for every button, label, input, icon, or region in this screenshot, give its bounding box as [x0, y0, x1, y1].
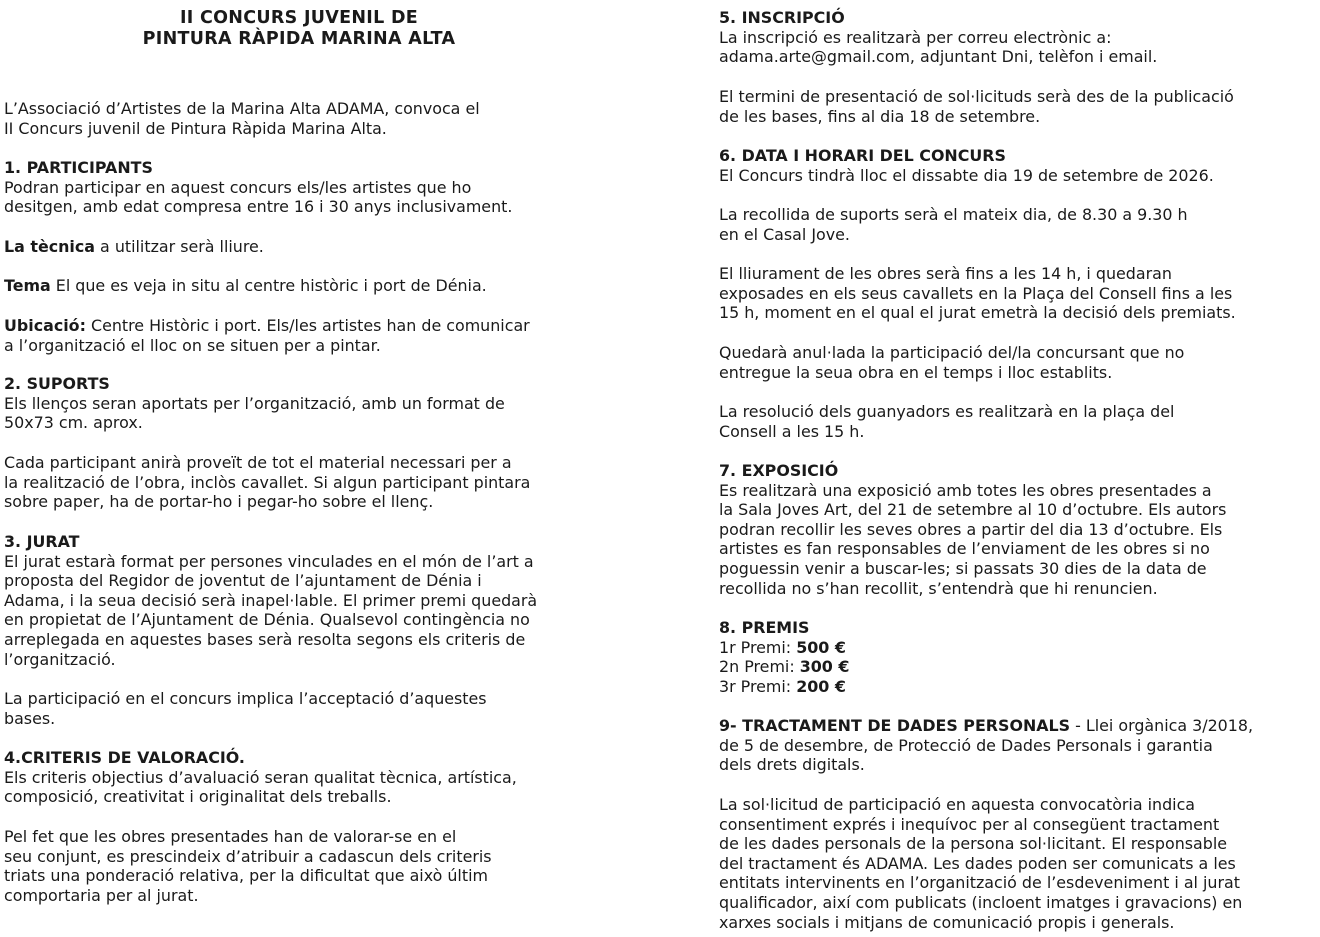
text-line: La sol·licitud de participació en aquesta convocatòria indica [719, 795, 1196, 814]
text-line: a l’organització el lloc on se situen per a pintar. [4, 335, 381, 355]
section-criteris [4, 748, 604, 807]
section-participants [4, 158, 604, 217]
section-heading: 9- TRACTAMENT DE DADES PERSONALS [719, 716, 1071, 735]
text-line: Cada participant anirà proveït de tot el material necessari per a [4, 453, 512, 472]
text-line: artistes es fan responsables de l’enviament de les obres si no [719, 539, 1210, 559]
document-title [89, 8, 509, 50]
text-line: Podran participar en aquest concurs els/les artistes que ho [4, 177, 472, 197]
prize-line [719, 677, 1319, 697]
text-line: del tractament és ADAMA. Les dades poden ser comunicats a les [719, 853, 1236, 873]
section-exposicio [719, 461, 1319, 598]
prize-amount: 500 € [796, 637, 846, 657]
ubicacio-label: Ubicació: [4, 316, 86, 335]
text-line: la realització de l’obra, inclòs cavallet. Si algun participant pintara [4, 472, 531, 492]
section-suports [4, 374, 604, 433]
text-line: poguessin venir a buscar-les; si passats 30 dies de la data de [719, 558, 1207, 578]
tecnica-label: La tècnica [4, 237, 95, 256]
section-heading: 3. JURAT [4, 532, 80, 551]
lliurament-paragraph [719, 264, 1319, 323]
text-line: Pel fet que les obres presentades han de valorar-se en el [4, 827, 457, 846]
section-premis [719, 618, 1319, 696]
text-line: El Concurs tindrà lloc el dissabte dia 19 de setembre de 2026. [719, 165, 1214, 185]
section-inscripcio [719, 8, 1319, 67]
text-line: La recollida de suports serà el mateix dia, de 8.30 a 9.30 h [719, 205, 1188, 224]
text-line: de 5 de desembre, de Protecció de Dades Personals i garantia [719, 735, 1213, 755]
criteris-paragraph [4, 827, 604, 905]
section-heading: 6. DATA I HORARI DEL CONCURS [719, 146, 1006, 165]
section-heading: 5. INSCRIPCIÓ [719, 8, 845, 27]
text-line: entregue la seua obra en el temps i lloc establits. [719, 362, 1113, 382]
prize-label: 1r Premi: [719, 637, 797, 657]
section-data-horari [719, 146, 1319, 185]
text-line: entitats intervinents en l’organització de l’esdeveniment i al jurat [719, 873, 1240, 893]
text-line: podran recollir les seves obres a partir del dia 13 d’octubre. Els [719, 519, 1223, 539]
text-run: - Llei orgànica 3/2018, [1070, 716, 1254, 735]
text-line: comportaria per al jurat. [4, 885, 199, 905]
text-line: de les dades personals de la persona sol·licitant. El responsable [719, 834, 1228, 854]
section-heading: 8. PREMIS [719, 618, 810, 637]
section-dades-personals [719, 716, 1319, 775]
text-line: triats una ponderació relativa, per la dificultat que això últim [4, 866, 488, 886]
prize-line [719, 638, 1319, 658]
intro-paragraph [4, 99, 604, 138]
text-line: Els criteris objectius d’avaluació seran qualitat tècnica, artística, [4, 767, 517, 787]
text-line: exposades en els seus cavallets en la Plaça del Consell fins a les [719, 283, 1233, 303]
text-line: sobre paper, ha de portar-ho i pegar-ho sobre el llenç. [4, 492, 434, 512]
prize-amount: 200 € [796, 676, 846, 696]
prize-label: 2n Premi: [719, 657, 800, 677]
text-line: qualificador, així com publicats (incloent imatges i gravacions) en [719, 892, 1243, 912]
text-line: 50x73 cm. aprox. [4, 413, 143, 433]
text-line: en el Casal Jove. [719, 224, 850, 244]
text-line: Adama, i la seua decisió serà inapel·lable. El primer premi quedarà [4, 590, 538, 610]
text-line: xarxes socials i mitjans de comunicació propis i generals. [719, 912, 1175, 932]
text-line: 15 h, moment en el qual el jurat emetrà la decisió dels premiats. [719, 303, 1236, 323]
text-line: proposta del Regidor de joventut de l’ajuntament de Dénia i [4, 571, 482, 591]
inscripcio-paragraph [719, 87, 1319, 126]
section-heading: 7. EXPOSICIÓ [719, 461, 839, 480]
text-line: seu conjunt, es prescindeix d’atribuir a cadascun dels criteris [4, 846, 492, 866]
resolucio-paragraph [719, 402, 1319, 441]
prize-amount: 300 € [799, 657, 850, 677]
prize-label: 3r Premi: [719, 676, 797, 696]
text-line: de les bases, fins al dia 18 de setembre. [719, 106, 1041, 126]
text-line: II Concurs juvenil de Pintura Ràpida Marina Alta. [4, 118, 387, 138]
text-line: El termini de presentació de sol·licituds serà des de la publicació [719, 87, 1234, 106]
section-heading: 4.CRITERIS DE VALORACIÓ. [4, 748, 245, 767]
text-line: L’Associació d’Artistes de la Marina Alta ADAMA, convoca el [4, 99, 480, 118]
text-line: Es realitzarà una exposició amb totes les obres presentades a [719, 480, 1212, 500]
section-jurat [4, 532, 604, 669]
text-line: adama.arte@gmail.com, adjuntant Dni, telèfon i email. [719, 47, 1158, 67]
text-line: El jurat estarà format per persones vinculades en el món de l’art a [4, 551, 534, 571]
text-run: El que es veja in situ al centre històric i port de Dénia. [50, 276, 487, 295]
text-line: Quedarà anul·lada la participació del/la concursant que no [719, 343, 1185, 362]
ubicacio-paragraph [4, 316, 604, 355]
text-line: dels drets digitals. [719, 755, 865, 775]
section-heading: 2. SUPORTS [4, 374, 110, 393]
dades-paragraph [719, 795, 1319, 932]
suports-paragraph [4, 453, 604, 512]
text-run: a utilitzar serà lliure. [95, 237, 264, 256]
text-line: Consell a les 15 h. [719, 421, 865, 441]
tema-paragraph [4, 276, 604, 296]
title-line: PINTURA RÀPIDA MARINA ALTA [142, 29, 456, 49]
tecnica-paragraph [4, 237, 604, 257]
text-line: desitgen, amb edat compresa entre 16 i 30 anys inclusivament. [4, 197, 513, 217]
section-heading: 1. PARTICIPANTS [4, 158, 153, 177]
title-line: II CONCURS JUVENIL DE [179, 8, 419, 28]
text-line: en propietat de l’Ajuntament de Dénia. Qualsevol contingència no [4, 610, 530, 630]
anullada-paragraph [719, 343, 1319, 382]
text-line: bases. [4, 708, 56, 728]
text-line: l’organització. [4, 649, 116, 669]
jurat-paragraph [4, 689, 604, 728]
text-line: La resolució dels guanyadors es realitzarà en la plaça del [719, 402, 1175, 421]
text-line: composició, creativitat i originalitat dels treballs. [4, 787, 392, 807]
text-line: recollida no s’han recollit, s’entendrà que hi renuncien. [719, 578, 1158, 598]
text-line: La participació en el concurs implica l’acceptació d’aquestes [4, 689, 487, 708]
text-line: consentiment exprés i inequívoc per al consegüent tractament [719, 814, 1220, 834]
text-line: Els llenços seran aportats per l’organització, amb un format de [4, 393, 505, 413]
prize-line [719, 657, 1319, 677]
text-line: La inscripció es realitzarà per correu electrònic a: [719, 27, 1112, 47]
tema-label: Tema [4, 276, 51, 295]
recollida-paragraph [719, 205, 1319, 244]
text-run: Centre Històric i port. Els/les artistes han de comunicar [85, 316, 530, 335]
text-line: El lliurament de les obres serà fins a les 14 h, i quedaran [719, 264, 1172, 283]
text-line: la Sala Joves Art, del 21 de setembre al 10 d’octubre. Els autors [719, 500, 1227, 520]
text-line: arreplegada en aquestes bases serà resolta segons els criteris de [4, 629, 526, 649]
